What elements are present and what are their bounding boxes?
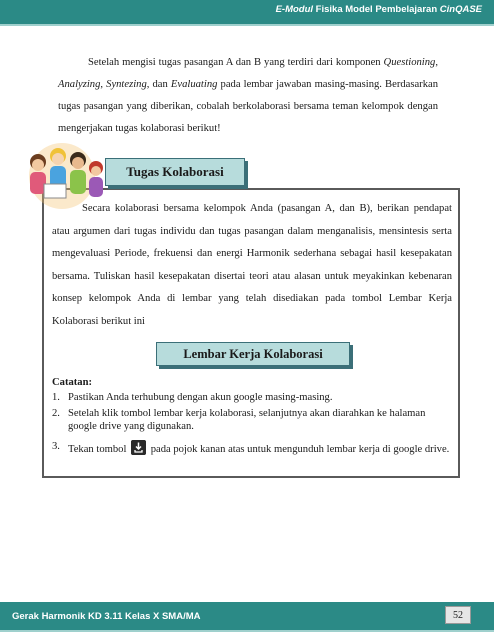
download-icon[interactable] bbox=[131, 440, 146, 455]
notes-list bbox=[52, 391, 454, 458]
header-rest: Fisika Model Pembelajaran bbox=[313, 4, 440, 15]
intro-comma-1: , bbox=[435, 57, 438, 68]
footer-line bbox=[0, 630, 494, 632]
note-text: Pastikan Anda terhubung dengan akun google masing-masing. bbox=[68, 392, 333, 403]
header-emodul: E-Modul bbox=[275, 4, 314, 15]
header-title bbox=[276, 4, 482, 15]
intro-text-2: pada lembar jawaban masing-masing. Berdasarkan tugas pasangan yang diberikan, cobalah berkolaborasi bersama teman kelompok dengan mengerjakan tugas kolaborasi berikut! bbox=[58, 79, 438, 134]
note-number: 2. bbox=[52, 407, 60, 419]
note-item bbox=[52, 391, 454, 405]
notes-title: Catatan: bbox=[52, 377, 93, 388]
header-underline bbox=[0, 24, 494, 26]
note-text-after: pada pojok kanan atas untuk mengunduh lembar kerja di google drive. bbox=[148, 443, 450, 455]
collaboration-text: Secara kolaborasi bersama kelompok Anda (pasangan A, dan B), berikan pendapat atau argumen dari tugas individu dan tugas pasangan dalam menganalisis, mensintesis serta mengevaluasi Periode, frekuensi dan energi Harmonik sederhana sebagai hasil kesepakatan bersama. Tuliskan hasil kesepakatan disertai teori atau alasan untuk meyakinkan kebenaran konsep kelompok Anda di lembar yang telah disediakan pada tombol Lembar Kerja Kolaborasi berikut ini bbox=[52, 203, 452, 327]
note-text-before: Tekan tombol bbox=[68, 443, 130, 455]
page-number: 52 bbox=[445, 606, 471, 624]
intro-analyzing: Analyzing bbox=[58, 79, 101, 90]
note-item bbox=[52, 407, 454, 434]
note-item bbox=[52, 440, 454, 457]
collaboration-worksheet-button[interactable]: Lembar Kerja Kolaborasi bbox=[156, 342, 350, 366]
note-number: 1. bbox=[52, 392, 60, 403]
intro-comma-2: , bbox=[100, 79, 107, 90]
note-text: Setelah klik tombol lembar kerja kolaborasi, selanjutnya akan diarahkan ke halaman google drive yang digunakan. bbox=[68, 407, 426, 432]
intro-paragraph bbox=[58, 52, 438, 140]
collaboration-title: Tugas Kolaborasi bbox=[105, 158, 245, 186]
footer-text: Gerak Harmonik KD 3.11 Kelas X SMA/MA bbox=[12, 611, 201, 622]
intro-and: , dan bbox=[146, 79, 171, 90]
header-model: CinQASE bbox=[439, 4, 482, 15]
intro-syntezing: Syntezing bbox=[106, 79, 147, 90]
intro-evaluating: Evaluating bbox=[170, 79, 218, 90]
intro-questioning: Questioning bbox=[383, 57, 436, 68]
note-number: 3. bbox=[52, 440, 60, 452]
intro-text-1: Setelah mengisi tugas pasangan A dan B yang terdiri dari komponen bbox=[88, 57, 384, 68]
